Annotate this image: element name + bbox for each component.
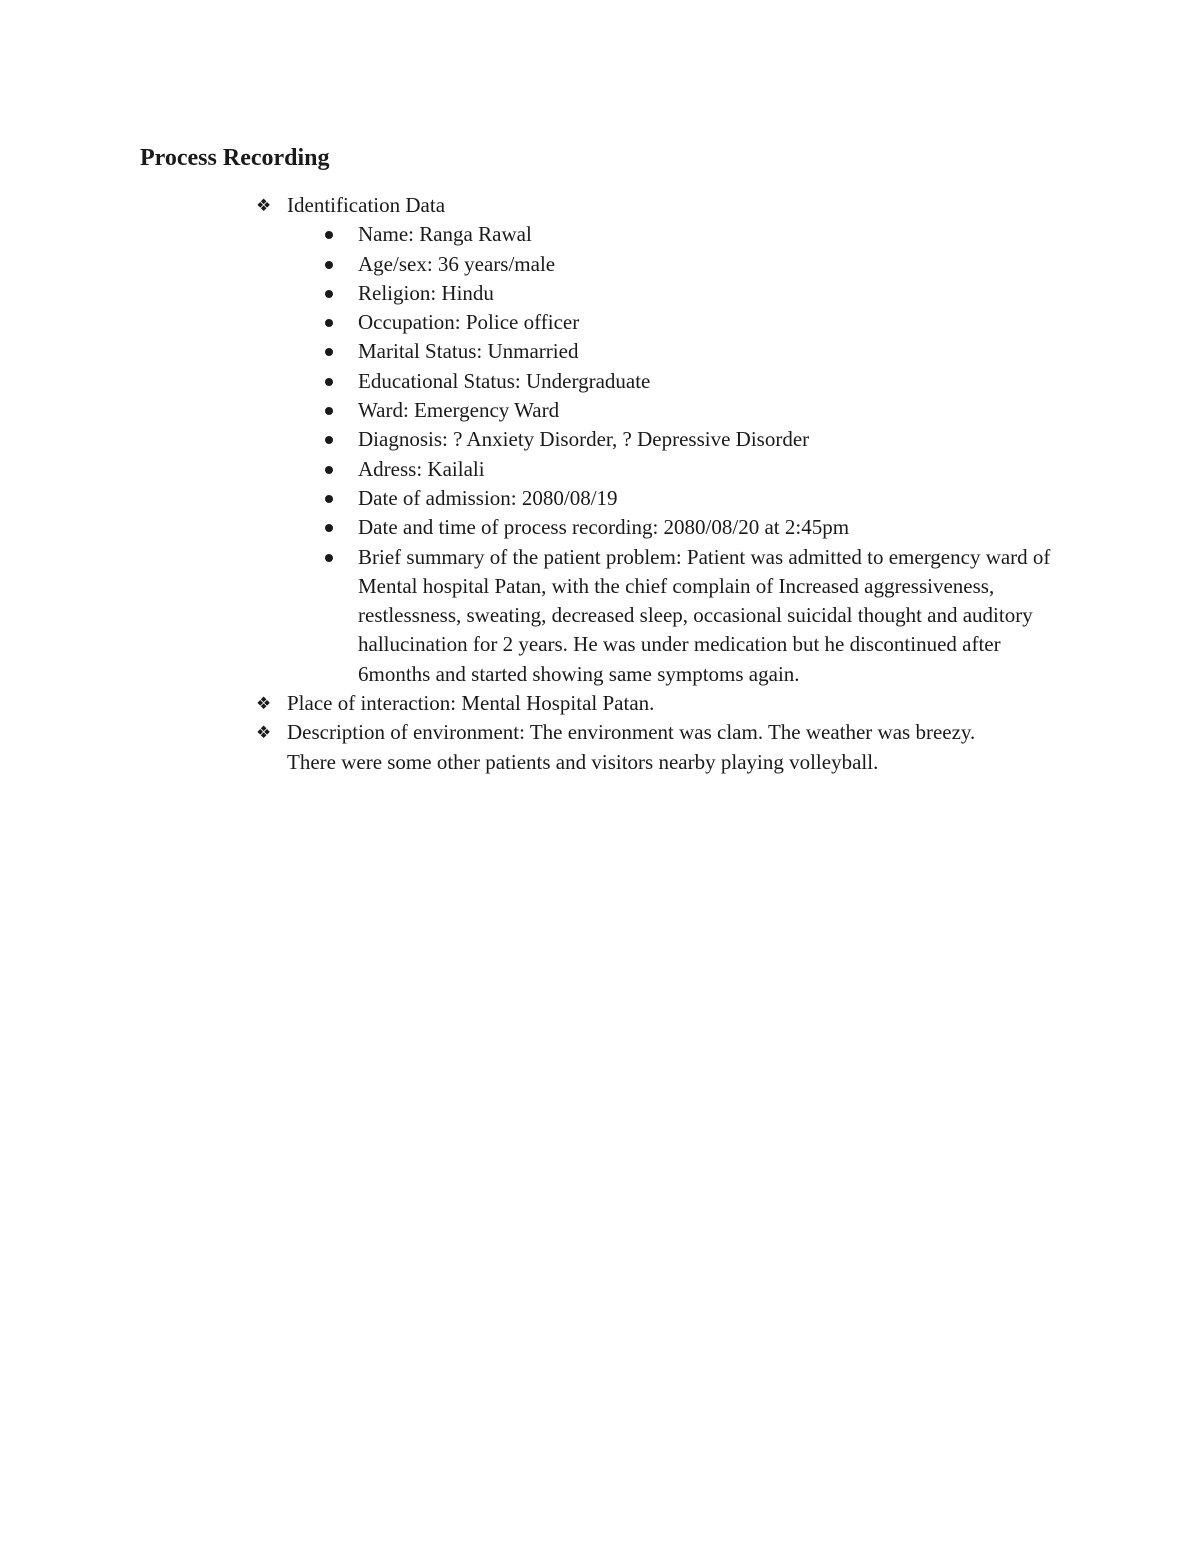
dot-bullet-icon — [325, 524, 333, 532]
dot-bullet-icon — [325, 554, 333, 562]
list-item-text: Ward: Emergency Ward — [358, 398, 560, 423]
section-label: Identification Data — [287, 193, 446, 217]
diamond-bullet-icon: ❖ — [256, 723, 272, 743]
dot-bullet-icon — [325, 290, 333, 298]
list-item — [287, 308, 1076, 337]
list-item-text: Educational Status: Undergraduate — [358, 368, 651, 393]
list-item — [287, 220, 1076, 249]
dot-bullet-icon — [325, 466, 333, 474]
list-item-text: Marital Status: Unmarried — [358, 339, 579, 364]
list-item-text: Date and time of process recording: 2080/08/20 at 2:45pm — [358, 515, 850, 540]
section-list — [256, 191, 1076, 777]
dot-bullet-icon — [325, 231, 333, 239]
identification-list — [287, 220, 1076, 689]
section-place-of-interaction — [256, 689, 1076, 718]
list-item-text: Age/sex: 36 years/male — [358, 251, 556, 276]
document-title: Process Recording — [140, 145, 330, 171]
section-label: Place of interaction: Mental Hospital Patan. — [287, 691, 655, 716]
list-item — [287, 337, 1076, 366]
section-label: Description of environment: The environment was clam. The weather was breezy. There were some other patients and visitors nearby playing volleyball. — [287, 720, 976, 774]
dot-bullet-icon — [325, 407, 333, 415]
section-identification-data — [256, 191, 1076, 689]
list-item-text: Religion: Hindu — [358, 280, 494, 305]
dot-bullet-icon — [325, 495, 333, 503]
list-item — [287, 543, 1076, 689]
list-item-text: Date of admission: 2080/08/19 — [358, 485, 618, 510]
dot-bullet-icon — [325, 319, 333, 327]
list-item — [287, 279, 1076, 308]
list-item — [287, 367, 1076, 396]
list-item — [287, 513, 1076, 542]
list-item-text: Name: Ranga Rawal — [358, 222, 532, 247]
list-item — [287, 250, 1076, 279]
list-item-text: Brief summary of the patient problem: Patient was admitted to emergency ward of Mental hospital Patan, with the chief complain of Increased aggressiveness, restlessness, sweating, decreased sleep, occasional suicidal thought and auditory hallucination for 2 years. He was under medication but he discontinued after 6months and started showing same symptoms again. — [358, 544, 1051, 686]
dot-bullet-icon — [325, 348, 333, 356]
diamond-bullet-icon: ❖ — [256, 196, 272, 215]
list-item — [287, 425, 1076, 454]
dot-bullet-icon — [325, 261, 333, 269]
list-item — [287, 396, 1076, 425]
section-description-of-environment — [256, 718, 1076, 777]
list-item — [287, 455, 1076, 484]
list-item-text: Occupation: Police officer — [358, 310, 580, 335]
list-item — [287, 484, 1076, 513]
list-item-text: Adress: Kailali — [358, 456, 485, 481]
dot-bullet-icon — [325, 378, 333, 386]
dot-bullet-icon — [325, 436, 333, 444]
diamond-bullet-icon: ❖ — [256, 694, 272, 714]
list-item-text: Diagnosis: ? Anxiety Disorder, ? Depressive Disorder — [358, 427, 810, 452]
